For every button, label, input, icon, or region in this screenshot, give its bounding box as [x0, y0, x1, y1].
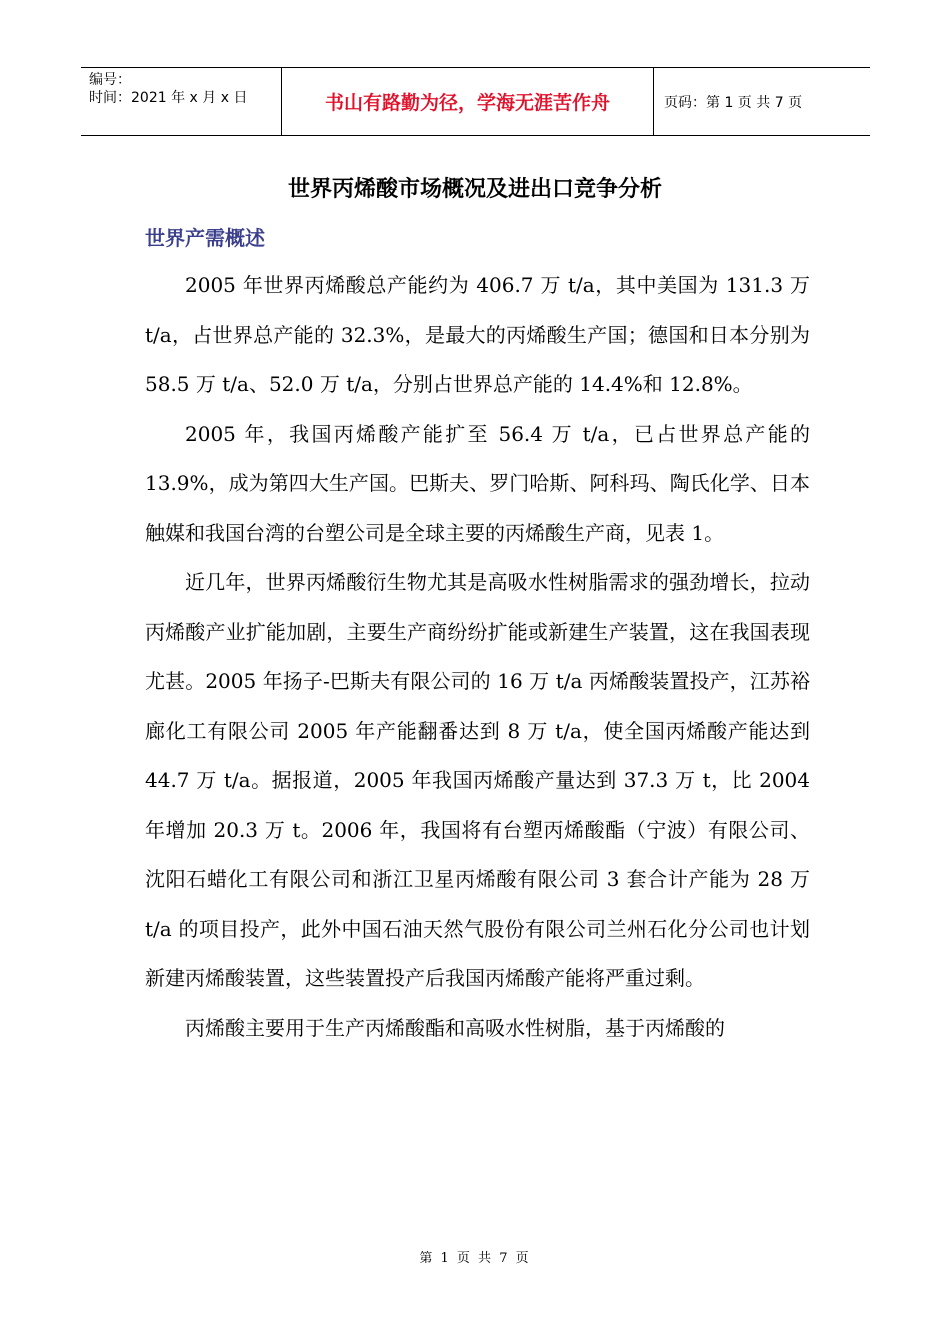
motto-cell	[281, 68, 654, 135]
number-label: 编号：	[89, 72, 131, 88]
header-table	[81, 67, 870, 136]
body-text	[145, 261, 810, 1053]
section-heading: 世界产需概述	[145, 226, 265, 250]
page-info: 页码：第 1 页 共 7 页	[664, 94, 803, 111]
motto-text: 书山有路勤为径，学海无涯苦作舟	[324, 92, 610, 114]
paragraph-4: 丙烯酸主要用于生产丙烯酸酯和高吸水性树脂，基于丙烯酸的	[185, 1015, 725, 1040]
paragraph-3: 近几年，世界丙烯酸衍生物尤其是高吸水性树脂需求的强劲增长，拉动丙烯酸产业扩能加剧，主要生产商纷纷扩能或新建生产装置，这在我国表现尤甚。2005 年扬子-巴斯夫有限公司的 16 万 t/a 丙烯酸装置投产，江苏裕廊化工有限公司 2005 年产能翻番达到 8 万 t/a，使全国丙烯酸产能达到 44.7 万 t/a。据报道，2005 年我国丙烯酸产量达到 37.3 万 t，比 2004 年增加 20.3 万 t。2006 年，我国将有台塑丙烯酸酯（宁波）有限公司、沈阳石蜡化工有限公司和浙江卫星丙烯酸有限公司 3 套合计产能为 28 万 t/a 的项目投产，此外中国石油天然气股份有限公司兰州石化分公司也计划新建丙烯酸装置，这些装置投产后我国丙烯酸产能将严重过剩。	[145, 570, 810, 990]
document-title: 世界丙烯酸市场概况及进出口竞争分析	[287, 177, 662, 202]
date-label: 时间：2021 年 x 月 x 日	[89, 90, 248, 106]
paragraph-1: 2005 年世界丙烯酸总产能约为 406.7 万 t/a，其中美国为 131.3 万 t/a，占世界总产能的 32.3%，是最大的丙烯酸生产国；德国和日本分别为 58.5 万 t/a、52.0 万 t/a，分别占世界总产能的 14.4%和 12.8%。	[145, 273, 810, 396]
paragraph-2: 2005 年，我国丙烯酸产能扩至 56.4 万 t/a，已占世界总产能的 13.9%，成为第四大生产国。巴斯夫、罗门哈斯、阿科玛、陶氏化学、日本触媒和我国台湾的台塑公司是全球主要的丙烯酸生产商，见表 1。	[145, 421, 810, 545]
page-info-cell	[654, 68, 870, 135]
page-footer: 第 1 页 共 7 页	[419, 1251, 531, 1266]
header-meta-cell	[81, 68, 281, 135]
